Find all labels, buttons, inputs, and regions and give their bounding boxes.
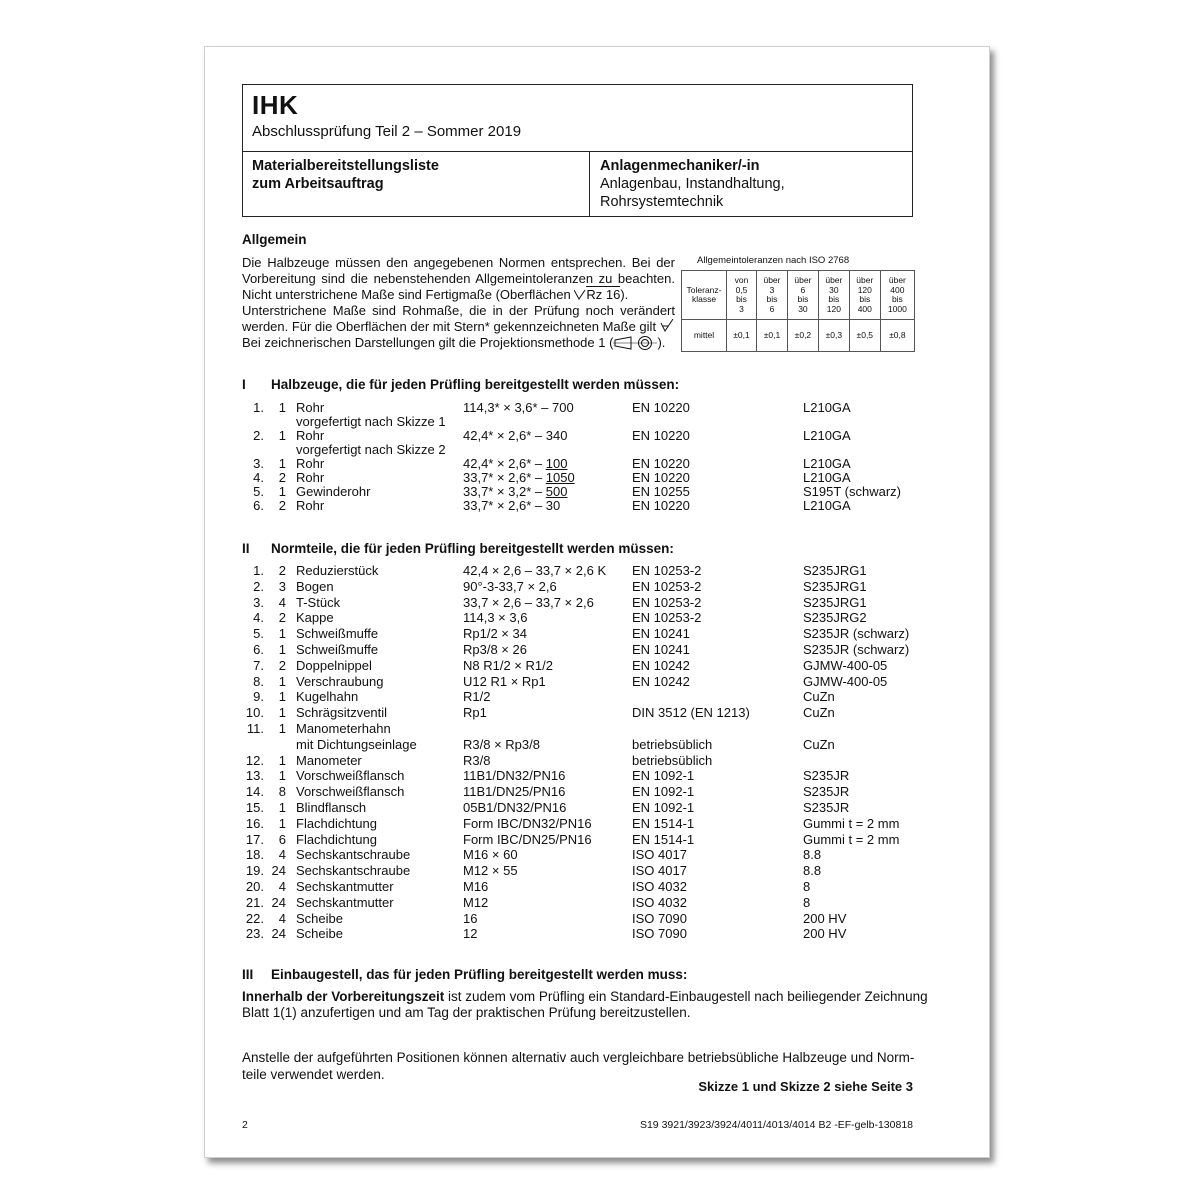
item-name: Sechskantschraube: [296, 863, 411, 879]
item-material: 8.8: [803, 847, 822, 863]
item-dimension: 11B1/DN32/PN16: [463, 768, 566, 784]
general-line-5-text: werden. Für die Oberflächen der mit Stern* gekennzeichneten Maße gilt: [242, 319, 657, 334]
item-name: Vorschweißflansch: [296, 768, 405, 784]
item-name: Rohr: [296, 470, 325, 485]
item-number: 21.: [245, 894, 264, 910]
item-dimension: N8 R1/2 × R1/2: [463, 657, 553, 673]
item-name: Sechskantschraube: [296, 847, 411, 863]
list-item: [243, 816, 923, 832]
list-item: [243, 895, 923, 911]
item-standard: EN 10220: [632, 470, 690, 485]
item-dimension: 33,7 × 2,6 – 33,7 × 2,6: [463, 594, 594, 610]
item-dimension-text: 33,7* × 3,2* –: [463, 484, 546, 499]
item-name: Sechskantmutter: [296, 894, 394, 910]
item-material: S235JR: [803, 784, 850, 800]
item-quantity: 8: [278, 784, 286, 800]
item-number: 8.: [253, 673, 264, 689]
item-name: Sechskantmutter: [296, 879, 394, 894]
item-material: S235JR: [803, 800, 850, 815]
item-name: Rohr: [296, 456, 325, 471]
item-number: 18.: [245, 847, 264, 863]
item-standard: ISO 4017: [632, 863, 687, 879]
item-material: CuZn: [803, 736, 835, 752]
section-2-title: Normteile, die für jeden Prüfling bereitgestellt werden müssen:: [271, 541, 674, 556]
item-name: Scheibe: [296, 926, 343, 942]
item-standard: EN 1092-1: [632, 800, 695, 815]
item-number: 1.: [253, 400, 264, 415]
section-3-bold-lead: Innerhalb der Vorbereitungszeit: [242, 989, 445, 1004]
item-number: 2.: [253, 578, 264, 594]
item-standard: EN 10253-2: [632, 594, 702, 610]
item-dimension: U12 R1 × Rp1: [463, 673, 546, 689]
sketch-reference: Skizze 1 und Skizze 2 siehe Seite 3: [698, 1079, 913, 1094]
item-name: Kugelhahn: [296, 689, 359, 705]
item-material: CuZn: [803, 705, 835, 721]
doc-title-line-2: zum Arbeitsauftrag: [252, 176, 384, 192]
list-item: [243, 768, 923, 784]
item-quantity: 2: [278, 498, 286, 513]
item-quantity: 1: [278, 626, 286, 642]
item-quantity: 3: [278, 578, 286, 594]
item-quantity: 4: [278, 879, 286, 894]
item-material: L210GA: [803, 428, 851, 443]
item-dimension: M12 × 55: [463, 863, 518, 879]
item-quantity: 1: [278, 400, 286, 415]
item-name: Reduzierstück: [296, 563, 379, 578]
item-quantity: 24: [271, 894, 286, 910]
item-standard: betriebsüblich: [632, 736, 713, 752]
item-material: 200 HV: [803, 910, 847, 926]
general-line-3-text: Nicht unterstrichene Maße sind Fertigmaße (Oberflächen: [242, 287, 571, 302]
range-cell: über 30 bis 120: [818, 271, 849, 320]
general-heading: Allgemein: [242, 232, 307, 247]
item-name: Schweißmuffe: [296, 642, 379, 657]
item-number: 1.: [253, 563, 264, 578]
list-item: [243, 832, 923, 848]
item-number: 16.: [245, 815, 264, 831]
item-name: Blindflansch: [296, 800, 367, 815]
item-dimension: M16: [463, 879, 489, 894]
list-item: [243, 674, 923, 690]
item-quantity: 6: [278, 831, 286, 847]
item-quantity: 1: [278, 800, 286, 815]
item-material: 8: [803, 879, 811, 894]
item-dimension: 114,3 × 3,6: [463, 610, 528, 626]
item-name: Scheibe: [296, 910, 343, 926]
item-standard: EN 10253-2: [632, 563, 702, 578]
item-quantity: 1: [278, 673, 286, 689]
item-number: 2.: [253, 428, 264, 443]
item-material: Gummi t = 2 mm: [803, 831, 900, 847]
general-line-3: [242, 287, 675, 303]
item-standard: EN 1092-1: [632, 768, 695, 784]
item-name: Rohr: [296, 498, 325, 513]
item-material: S235JRG2: [803, 610, 867, 626]
header-top: [243, 85, 912, 152]
tolerance-class: mittel: [682, 320, 727, 352]
item-material: 200 HV: [803, 926, 847, 942]
item-dimension: M16 × 60: [463, 847, 518, 863]
item-number: 17.: [245, 831, 264, 847]
list-item: [243, 911, 923, 927]
item-name: Doppelnippel: [296, 657, 372, 673]
item-standard: EN 10220: [632, 428, 690, 443]
item-name: Schrägsitzventil: [296, 705, 388, 721]
item-material: Gummi t = 2 mm: [803, 815, 900, 831]
item-quantity: 24: [271, 863, 286, 879]
document-code: S19 3921/3923/3924/4011/4013/4014 B2 -EF-gelb-130818: [639, 1119, 913, 1131]
general-line-5: [242, 319, 675, 335]
range-cell: über 3 bis 6: [757, 271, 788, 320]
list-item: [243, 705, 923, 721]
general-line-6-text: Bei zeichnerischen Darstellungen gilt die Projektionsmethode 1 (: [242, 335, 614, 350]
tolerance-table: [681, 270, 915, 352]
item-number: 22.: [245, 910, 264, 926]
item-number: 12.: [245, 752, 264, 768]
item-dimension: 16: [463, 910, 478, 926]
header-doc-title: [243, 151, 590, 216]
profession: Anlagenmechaniker/-in: [600, 158, 760, 174]
item-name: mit Dichtungseinlage: [296, 736, 417, 752]
page-number: 2: [242, 1119, 248, 1131]
doc-title-line-1: Materialbereitstellungsliste: [252, 158, 439, 174]
item-number: 5.: [253, 484, 264, 499]
item-dimension: 11B1/DN25/PN16: [463, 784, 566, 800]
section-3-line-2: Blatt 1(1) anzufertigen und am Tag der praktischen Prüfung bereitzustellen.: [242, 1005, 691, 1020]
item-standard: ISO 4017: [632, 847, 687, 863]
item-quantity: 1: [278, 705, 286, 721]
item-standard: ISO 7090: [632, 910, 687, 926]
item-quantity: 1: [278, 721, 286, 736]
item-name: Kappe: [296, 610, 334, 626]
range-cell: von 0,5 bis 3: [727, 271, 757, 320]
item-name: Manometer: [296, 752, 362, 768]
item-material: 8: [803, 894, 811, 910]
item-number: 13.: [245, 768, 264, 784]
specialty-line-1: Anlagenbau, Instandhaltung,: [600, 176, 785, 192]
tolerance-value: ±0,1: [757, 320, 788, 352]
item-material: 8.8: [803, 863, 822, 879]
item-standard: EN 10253-2: [632, 578, 702, 594]
item-number: 14.: [245, 784, 264, 800]
item-standard: EN 10253-2: [632, 610, 702, 626]
item-quantity: 1: [278, 456, 286, 471]
raw-dimension: 500: [545, 484, 568, 499]
item-number: 6.: [253, 498, 264, 513]
item-standard: ISO 4032: [632, 879, 687, 894]
general-line-6: [242, 335, 675, 351]
item-number: 19.: [245, 863, 264, 879]
item-name: Verschraubung: [296, 673, 384, 689]
surface-check-icon: [574, 289, 586, 300]
item-material: S195T (schwarz): [803, 484, 902, 499]
item-quantity: 2: [278, 610, 286, 626]
general-line-6-end: ).: [657, 335, 666, 350]
item-dimension: R3/8 × Rp3/8: [463, 736, 540, 752]
item-material: S235JRG1: [803, 578, 867, 594]
item-name: Rohr: [296, 428, 325, 443]
note-line-1: Anstelle der aufgeführten Positionen können alternativ auch vergleichbare betriebsübliche Halbzeuge und Norm-: [242, 1050, 915, 1065]
item-dimension: 33,7* × 2,6* – 30: [463, 498, 561, 513]
item-standard: ISO 7090: [632, 926, 687, 942]
tolerance-value-row: [682, 320, 915, 352]
item-number: 10.: [245, 705, 264, 721]
item-number: 9.: [253, 689, 264, 705]
item-name: Bogen: [296, 578, 334, 594]
item-number: 11.: [246, 721, 264, 736]
tolerance-value: ±0,5: [849, 320, 880, 352]
item-quantity: 1: [278, 815, 286, 831]
header-box: [242, 84, 913, 217]
list-item: [243, 863, 923, 879]
item-quantity: 1: [278, 768, 286, 784]
list-item: [243, 642, 923, 658]
general-line-4: Unterstrichene Maße sind Rohmaße, die in der Prüfung noch verändert: [242, 303, 675, 318]
list-item: [243, 926, 923, 942]
item-standard: EN 10220: [632, 456, 690, 471]
section-1-number: I: [242, 377, 246, 392]
list-item: [243, 721, 923, 737]
item-dimension: 114,3* × 3,6* – 700: [463, 400, 574, 415]
item-quantity: 4: [278, 847, 286, 863]
item-material: L210GA: [803, 498, 851, 513]
item-dimension: Form IBC/DN25/PN16: [463, 831, 592, 847]
general-line-2: Vorbereitung sind die nebenstehenden Allgemeintoleranzen zu beachten.: [242, 271, 675, 286]
list-item: [243, 800, 923, 816]
item-material: CuZn: [803, 689, 835, 705]
item-dimension: Form IBC/DN32/PN16: [463, 815, 592, 831]
item-quantity: 2: [278, 657, 286, 673]
item-quantity: 1: [278, 689, 286, 705]
surface-symbol: [574, 287, 620, 302]
list-item: [243, 784, 923, 800]
tolerance-value: ±0,8: [880, 320, 914, 352]
item-standard: EN 10242: [632, 673, 690, 689]
tolerance-label: Toleranz-klasse: [682, 271, 727, 320]
item-dimension: R3/8: [463, 752, 491, 768]
section-3-title: Einbaugestell, das für jeden Prüfling bereitgestellt werden muss:: [271, 967, 688, 982]
item-material: S235JRG1: [803, 594, 867, 610]
section-3-line-1: [242, 989, 928, 1005]
list-item: [243, 658, 923, 674]
tolerance-value: ±0,2: [787, 320, 818, 352]
list-item: [243, 626, 923, 642]
item-standard: EN 10241: [632, 626, 690, 642]
item-standard: EN 1514-1: [632, 831, 695, 847]
item-number: 4.: [253, 610, 264, 626]
item-dimension: R1/2: [463, 689, 491, 705]
item-standard: EN 10220: [632, 498, 690, 513]
item-standard: EN 10220: [632, 400, 690, 415]
list-item: [243, 737, 923, 753]
list-item: [243, 595, 923, 611]
projection-method-icon: [613, 335, 657, 351]
section-3-text-1: ist zudem vom Prüfling ein Standard-Einbaugestell nach beiliegender Zeichnung: [444, 989, 928, 1004]
item-dimension: M12: [463, 894, 489, 910]
section-2-number: II: [242, 541, 250, 556]
item-quantity: 1: [278, 484, 286, 499]
item-number: 4.: [253, 470, 264, 485]
item-name: vorgefertigt nach Skizze 1: [296, 414, 446, 429]
item-name: Flachdichtung: [296, 815, 377, 831]
item-name: Schweißmuffe: [296, 626, 379, 642]
item-name: Gewinderohr: [296, 484, 371, 499]
item-number: 3.: [253, 456, 264, 471]
item-dimension: 05B1/DN32/PN16: [463, 800, 567, 815]
item-number: 20.: [245, 879, 264, 894]
item-name: Flachdichtung: [296, 831, 377, 847]
item-material: L210GA: [803, 400, 851, 415]
item-name: T-Stück: [296, 594, 341, 610]
specialty-line-2: Rohrsystemtechnik: [600, 194, 724, 210]
item-standard: ISO 4032: [632, 894, 687, 910]
item-dimension: 42,4 × 2,6 – 33,7 × 2,6 K: [463, 563, 607, 578]
item-quantity: 2: [278, 470, 286, 485]
item-quantity: 4: [278, 910, 286, 926]
item-number: 6.: [253, 642, 264, 657]
item-material: S235JRG1: [803, 563, 867, 578]
range-cell: über 6 bis 30: [787, 271, 818, 320]
section-1-title: Halbzeuge, die für jeden Prüfling bereitgestellt werden müssen:: [271, 377, 680, 392]
range-cell: über 120 bis 400: [849, 271, 880, 320]
item-standard: EN 1092-1: [632, 784, 695, 800]
tolerance-title: Allgemeintoleranzen nach ISO 2768: [697, 255, 850, 266]
item-name: Vorschweißflansch: [296, 784, 405, 800]
item-quantity: 1: [278, 752, 286, 768]
item-quantity: 4: [278, 594, 286, 610]
item-dimension: Rp3/8 × 26: [463, 642, 527, 657]
item-standard: DIN 3512 (EN 1213): [632, 705, 750, 721]
item-quantity: 24: [271, 926, 286, 942]
item-dimension: 12: [463, 926, 478, 942]
list-item: [243, 879, 923, 895]
item-dimension: 90°-3-33,7 × 2,6: [463, 578, 557, 594]
item-number: 23.: [245, 926, 264, 942]
item-standard: EN 10242: [632, 657, 690, 673]
list-item: [243, 753, 923, 769]
list-item: [243, 579, 923, 595]
item-quantity: 1: [278, 642, 286, 657]
item-name: Rohr: [296, 400, 325, 415]
general-line-1: Die Halbzeuge müssen den angegebenen Normen entsprechen. Bei der: [242, 255, 675, 270]
org-title: IHK: [252, 90, 299, 120]
tolerance-value: ±0,1: [727, 320, 757, 352]
section-3-number: III: [242, 967, 254, 982]
raw-dimension: 1050: [545, 470, 575, 485]
item-material: L210GA: [803, 456, 851, 471]
range-cell: über 400 bis 1000: [880, 271, 914, 320]
roughness-value: Rz 16: [586, 287, 621, 302]
item-number: 7.: [253, 657, 264, 673]
item-dimension-text: 42,4* × 2,6* –: [463, 456, 546, 471]
item-number: 5.: [253, 626, 264, 642]
item-name: vorgefertigt nach Skizze 2: [296, 442, 446, 457]
item-number: 3.: [253, 594, 264, 610]
item-number: 15.: [245, 800, 264, 815]
item-quantity: 1: [278, 428, 286, 443]
tolerance-range-row: [682, 271, 915, 320]
surface-check-tick-icon: [660, 319, 676, 333]
item-material: GJMW-400-05: [803, 673, 888, 689]
document-page: [204, 46, 990, 1158]
item-standard: betriebsüblich: [632, 752, 713, 768]
item-standard: EN 1514-1: [632, 815, 695, 831]
item-material: L210GA: [803, 470, 851, 485]
item-quantity: 2: [278, 563, 286, 578]
item-dimension: 42,4* × 2,6* – 340: [463, 428, 568, 443]
exam-title: Abschlussprüfung Teil 2 – Sommer 2019: [252, 123, 522, 140]
item-name: Manometerhahn: [296, 721, 391, 736]
list-item: [243, 610, 923, 626]
general-line-3-end: ).: [620, 287, 629, 302]
item-standard: EN 10255: [632, 484, 690, 499]
item-material: S235JR (schwarz): [803, 642, 910, 657]
item-material: S235JR: [803, 768, 850, 784]
tolerance-value: ±0,3: [818, 320, 849, 352]
list-item: [243, 498, 923, 514]
list-item: [243, 689, 923, 705]
raw-dimension: 100: [545, 456, 568, 471]
item-dimension-text: 33,7* × 2,6* –: [463, 470, 546, 485]
item-material: GJMW-400-05: [803, 657, 888, 673]
list-item: [243, 847, 923, 863]
item-dimension: Rp1: [463, 705, 487, 721]
item-material: S235JR (schwarz): [803, 626, 910, 642]
item-standard: EN 10241: [632, 642, 690, 657]
item-dimension: Rp1/2 × 34: [463, 626, 527, 642]
list-item: [243, 563, 923, 579]
note-line-2: teile verwendet werden.: [242, 1067, 385, 1082]
